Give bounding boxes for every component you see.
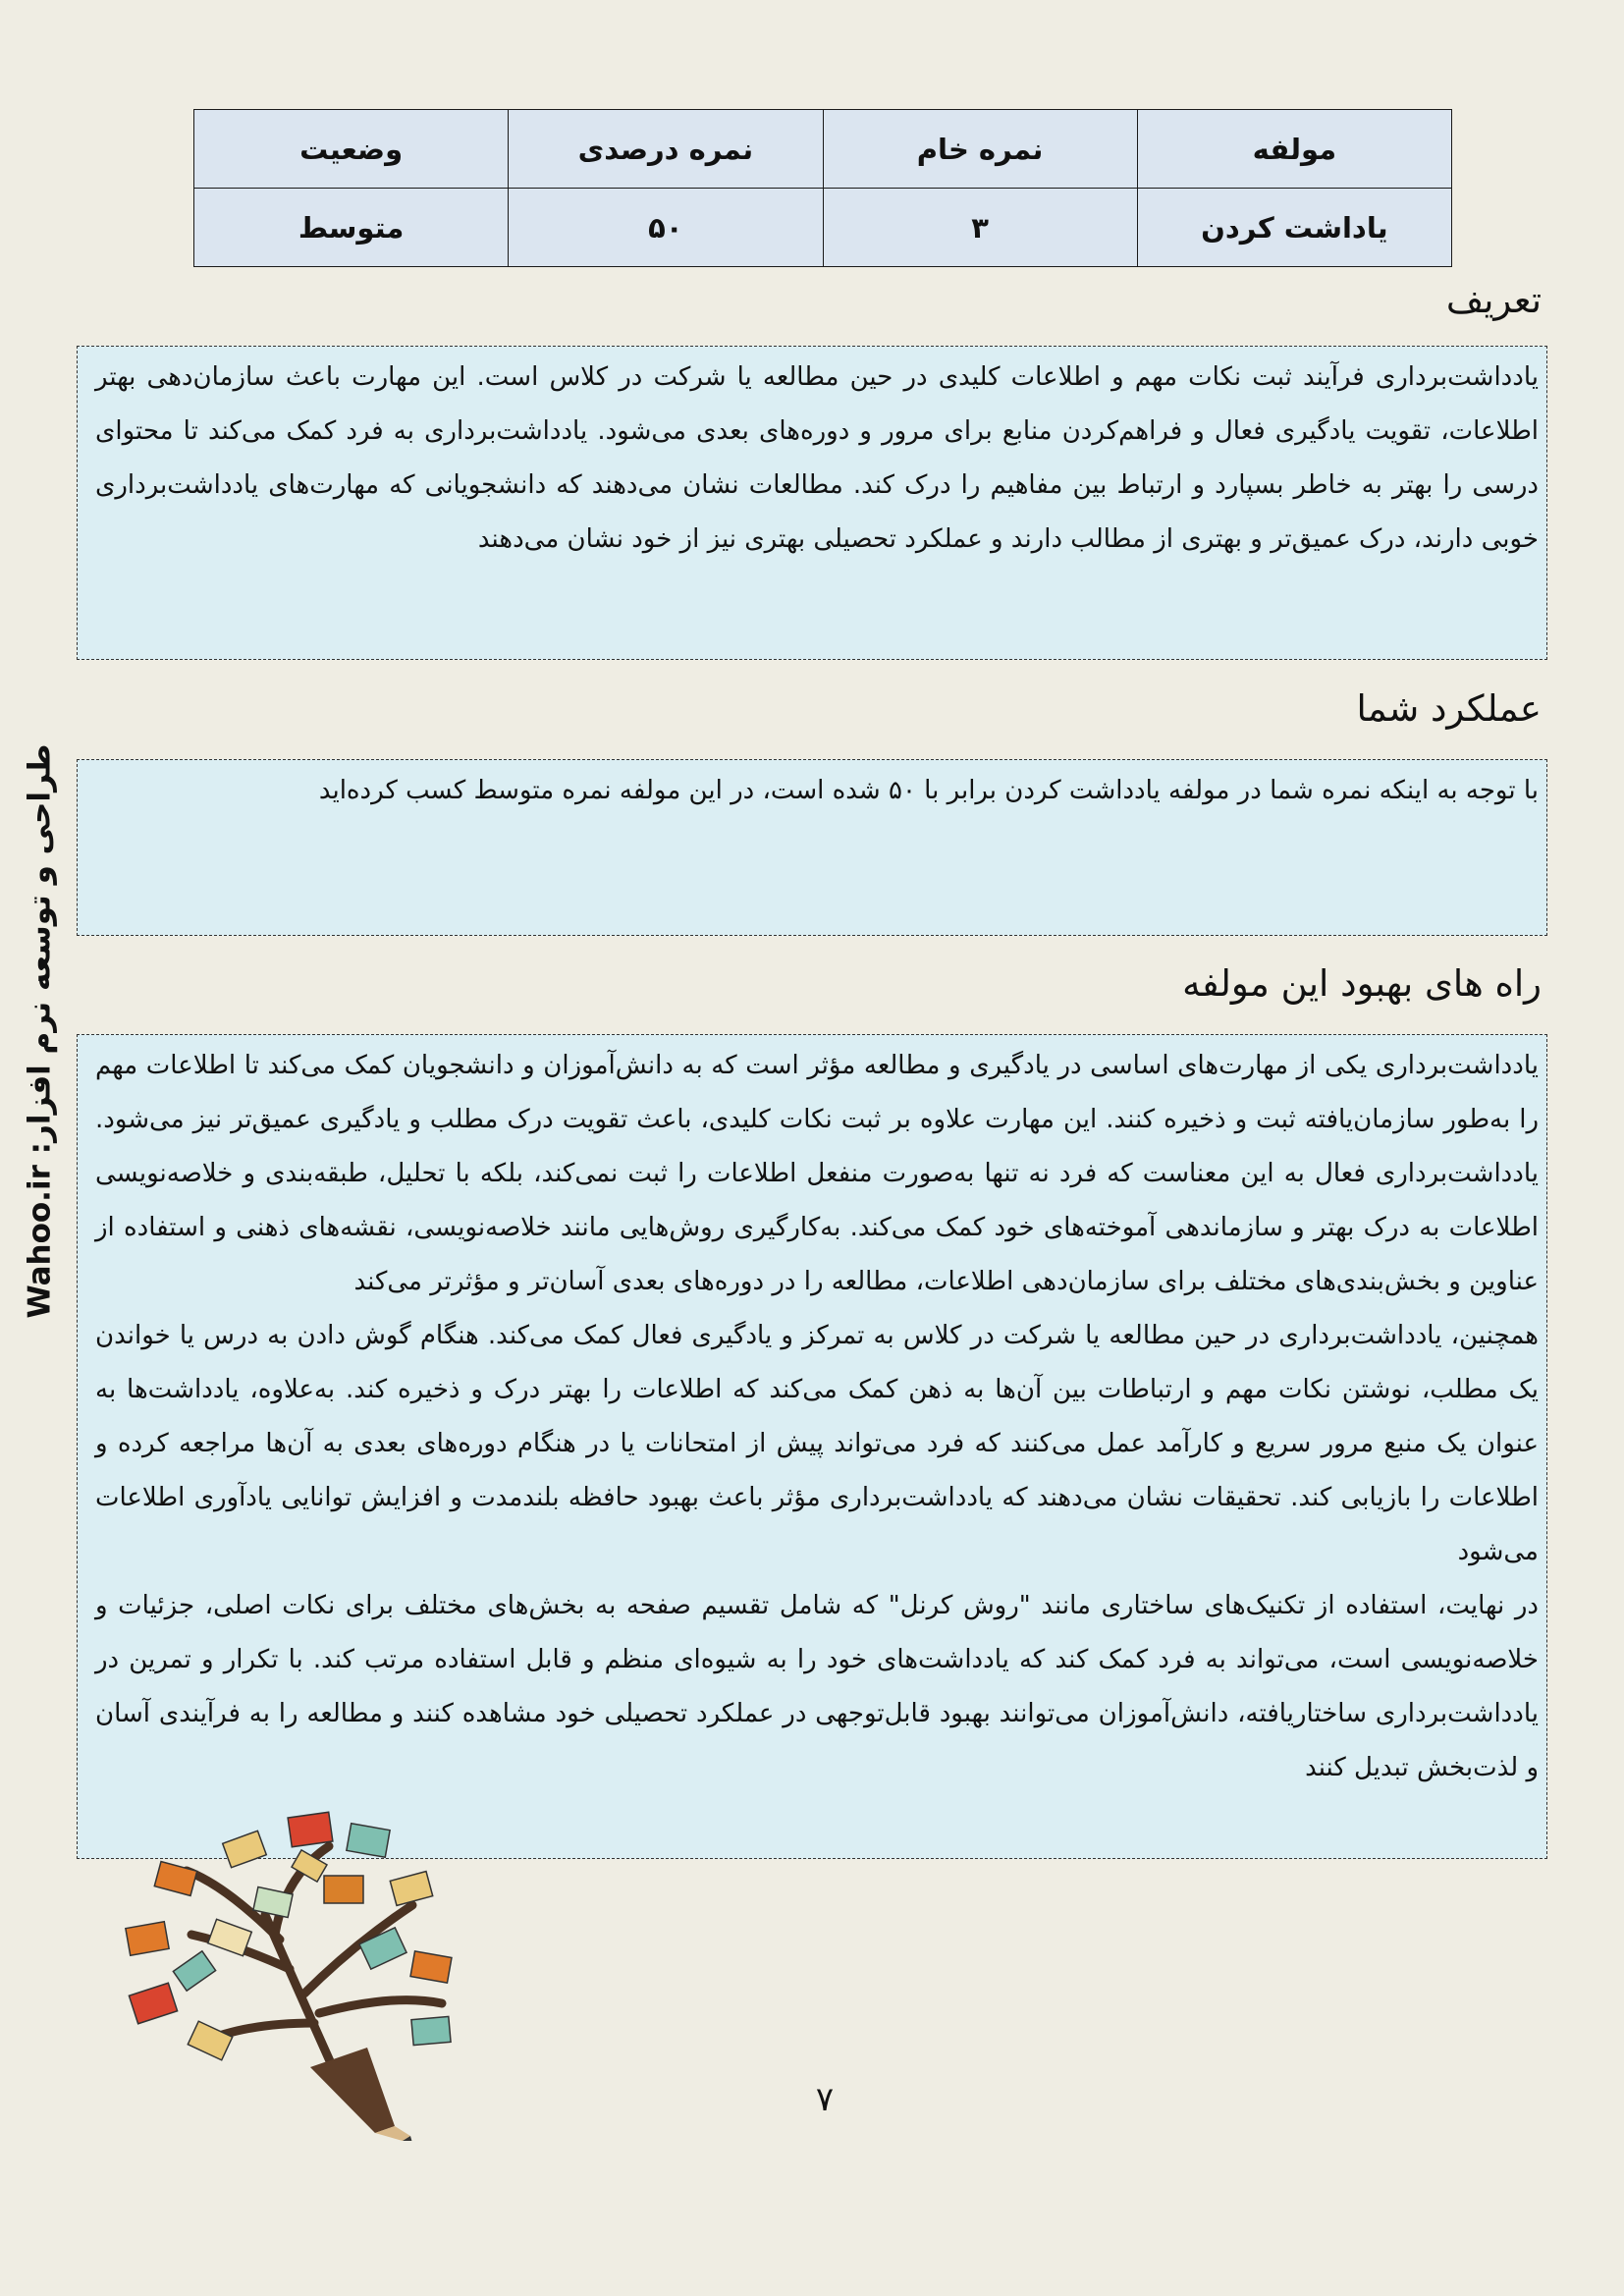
header-component: مولفه xyxy=(1137,110,1451,189)
score-table xyxy=(193,109,1452,267)
cell-raw-score: ۳ xyxy=(823,189,1137,267)
performance-box xyxy=(77,759,1547,936)
header-status: وضعیت xyxy=(194,110,509,189)
book-tree-pencil-illustration xyxy=(118,1797,471,2141)
definition-heading: تعریف xyxy=(1445,279,1542,321)
cell-component: یاداشت کردن xyxy=(1137,189,1451,267)
side-credit xyxy=(10,743,69,1319)
improvement-paragraph-1: یادداشت‌برداری یکی از مهارت‌های اساسی در یادگیری و مطالعه مؤثر است که به دانش‌آموزان و دانشجویان کمک می‌کند تا اطلاعات مهم را به‌طور سازمان‌یافته ثبت و ذخیره کنند. این مهارت علاوه بر ثبت نکات کلیدی، باعث تقویت درک مطلب و یادگیری عمیق‌تر نیز می‌شود. یادداشت‌برداری فعال به این معناست که فرد نه تنها به‌صورت منفعل اطلاعات را ثبت نمی‌کند، بلکه با تحلیل، طبقه‌بندی و خلاصه‌نویسی اطلاعات به درک بهتر و سازماندهی آموخته‌های خود کمک می‌کند. به‌کارگیری روش‌هایی مانند خلاصه‌نویسی، نقشه‌های ذهنی و استفاده از عناوین و بخش‌بندی‌های مختلف برای سازمان‌دهی اطلاعات، مطالعه را در دوره‌های بعدی آسان‌تر و مؤثرتر می‌کند xyxy=(95,1051,1539,1296)
cell-status: متوسط xyxy=(194,189,509,267)
definition-paragraph: یادداشت‌برداری فرآیند ثبت نکات مهم و اطلاعات کلیدی در حین مطالعه یا شرکت در کلاس است. این مهارت باعث سازمان‌دهی بهتر اطلاعات، تقویت یادگیری فعال و فراهم‌کردن منابع برای مرور و دوره‌های بعدی می‌شود. یادداشت‌برداری به فرد کمک می‌کند تا محتوای درسی را بهتر به خاطر بسپارد و ارتباط بین مفاهیم را درک کند. مطالعات نشان می‌دهند که دانشجویانی که مهارت‌های یادداشت‌برداری خوبی دارند، درک عمیق‌تر و بهتری از مطالب دارند و عملکرد تحصیلی بهتری نیز از خود نشان می‌دهند xyxy=(95,362,1539,554)
table-row xyxy=(194,189,1452,267)
performance-heading: عملکرد شما xyxy=(1356,687,1542,730)
header-percent-score: نمره درصدی xyxy=(509,110,823,189)
table-header-row xyxy=(194,110,1452,189)
side-credit-text: طراحی و توسعه نرم افزار: Wahoo.ir xyxy=(22,743,58,1319)
improvement-paragraph-2: همچنین، یادداشت‌برداری در حین مطالعه یا شرکت در کلاس به تمرکز و یادگیری فعال کمک می‌کند. هنگام گوش دادن به درس یا خواندن یک مطلب، نوشتن نکات مهم و ارتباطات بین آن‌ها به ذهن کمک می‌کند که اطلاعات را بهتر درک و ذخیره کند. به‌علاوه، یادداشت‌ها به عنوان یک منبع مرور سریع و کارآمد عمل می‌کنند که فرد می‌تواند پیش از امتحانات یا در هنگام دوره‌های بعدی به آن‌ها مراجعه کرده و اطلاعات را بازیابی کند. تحقیقات نشان می‌دهند که یادداشت‌برداری مؤثر باعث بهبود حافظه بلندمدت و افزایش توانایی یادآوری اطلاعات می‌شود xyxy=(95,1321,1539,1566)
cell-percent-score: ۵۰ xyxy=(509,189,823,267)
header-raw-score: نمره خام xyxy=(823,110,1137,189)
improvement-box xyxy=(77,1034,1547,1859)
performance-paragraph: با توجه به اینکه نمره شما در مولفه یادداشت کردن برابر با ۵۰ شده است، در این مولفه نمره متوسط کسب کرده‌اید xyxy=(318,776,1539,805)
definition-box xyxy=(77,346,1547,660)
improvement-paragraph-3: در نهایت، استفاده از تکنیک‌های ساختاری مانند "روش کرنل" که شامل تقسیم صفحه به بخش‌های مختلف برای نکات اصلی، جزئیات و خلاصه‌نویسی است، می‌تواند به فرد کمک کند که یادداشت‌های خود را به شیوه‌ای منظم و قابل استفاده مرتب کند. با تکرار و تمرین در یادداشت‌برداری ساختاریافته، دانش‌آموزان می‌توانند بهبود قابل‌توجهی در عملکرد تحصیلی خود مشاهده کنند و مطالعه را به فرآیندی آسان و لذت‌بخش تبدیل کنند xyxy=(95,1591,1539,1782)
page-number: ۷ xyxy=(815,2080,835,2119)
improvement-heading: راه های بهبود این مولفه xyxy=(1182,962,1542,1005)
